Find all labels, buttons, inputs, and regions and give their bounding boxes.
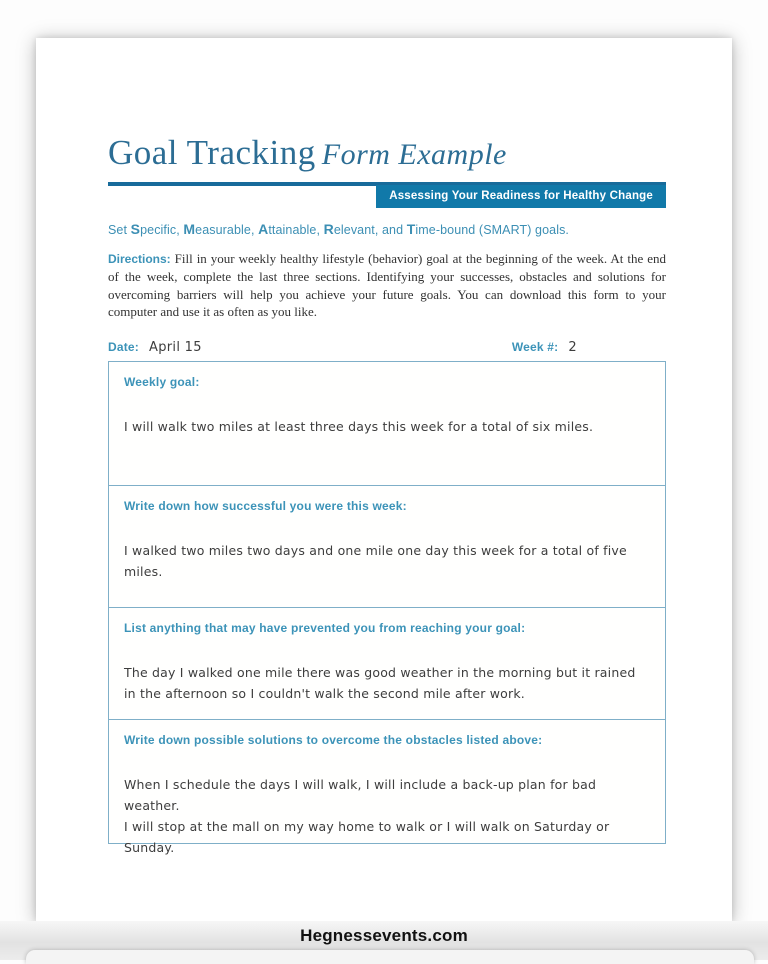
section-solutions bbox=[109, 719, 665, 855]
page-title bbox=[108, 134, 666, 173]
readiness-banner: Assessing Your Readiness for Healthy Change bbox=[376, 185, 666, 208]
goal-tracking-form bbox=[108, 361, 666, 855]
directions-text: Fill in your weekly healthy lifestyle (behavior) goal at the beginning of the week. At the end of the week, complete the last three sections. Identifying your successes, obstacles and solutions for overcoming barriers will help you achieve your future goals. You can download this form to your computer and use it as often as you like. bbox=[108, 250, 666, 319]
date-label: Date: bbox=[108, 339, 140, 354]
section-obstacles-label: List anything that may have prevented you from reaching your goal: bbox=[124, 620, 526, 635]
smart-goals-line: Set Specific, Measurable, Attainable, Relevant, and Time-bound (SMART) goals. bbox=[108, 220, 570, 237]
document-page bbox=[36, 38, 732, 921]
date-week-row bbox=[108, 340, 666, 355]
section-weekly-goal-label: Weekly goal: bbox=[124, 374, 200, 389]
section-weekly-goal bbox=[109, 362, 665, 485]
footer-band bbox=[0, 921, 768, 960]
page-title-main: Goal Tracking bbox=[108, 133, 316, 172]
section-obstacles-answer: The day I walked one mile there was good weather in the morning but it rained in the afternoon so I couldn't walk the second mile after work. bbox=[124, 664, 636, 701]
section-solutions-label: Write down possible solutions to overcome the obstacles listed above: bbox=[124, 732, 543, 747]
section-weekly-goal-answer: I will walk two miles at least three days this week for a total of six miles. bbox=[124, 418, 594, 434]
section-success-answer: I walked two miles two days and one mile one day this week for a total of five miles. bbox=[124, 542, 627, 579]
title-rule-wrap bbox=[108, 182, 666, 208]
next-page-preview bbox=[26, 950, 754, 964]
page-title-suffix: Form Example bbox=[321, 138, 507, 171]
watermark-text: Hegnessevents.com bbox=[300, 926, 468, 945]
section-success bbox=[109, 485, 665, 607]
week-label: Week #: bbox=[511, 339, 559, 354]
directions-paragraph bbox=[108, 250, 666, 321]
directions-label: Directions: bbox=[108, 251, 171, 266]
section-solutions-answer: When I schedule the days I will walk, I will include a back-up plan for bad weather. I will stop at the mall on my way home to walk or I will walk on Saturday or Sunday. bbox=[124, 776, 610, 855]
week-value: 2 bbox=[568, 339, 577, 355]
section-success-label: Write down how successful you were this week: bbox=[124, 498, 407, 513]
date-value: April 15 bbox=[149, 339, 202, 355]
section-obstacles bbox=[109, 607, 665, 719]
